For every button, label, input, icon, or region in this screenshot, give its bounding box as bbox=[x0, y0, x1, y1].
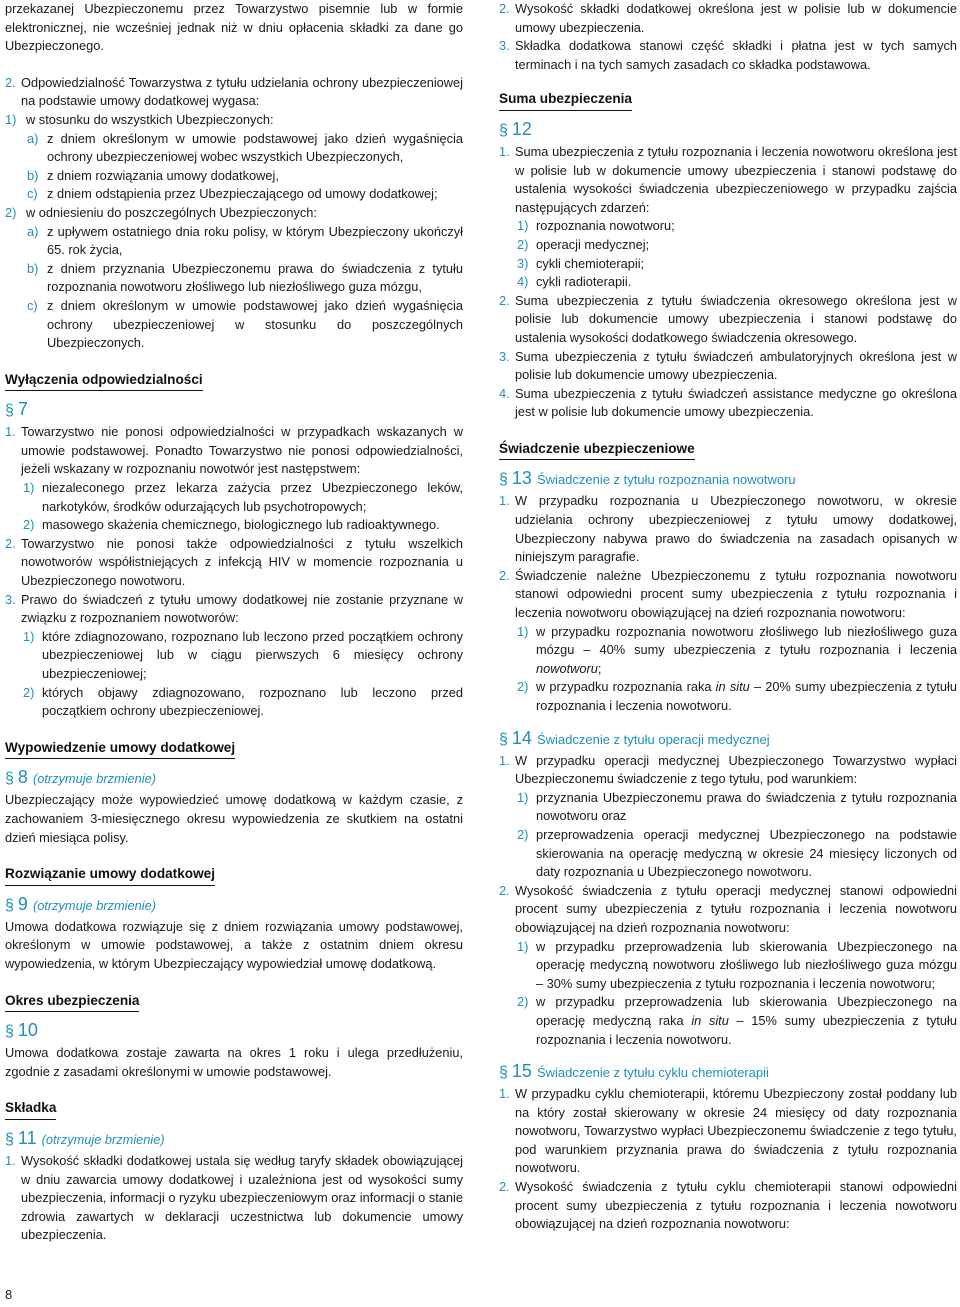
clause-2-2-a bbox=[5, 223, 463, 260]
clause-13-2-1 bbox=[499, 623, 957, 679]
paragraph-number: 9 bbox=[17, 893, 28, 914]
clause-text: Świadczenie należne Ubezpieczonemu z tytułu rozpoznania nowotworu stanowi odpowiedni procent sumy ubezpieczenia z tytułu rozpoznania i leczenia nowotworu obowiązującej na dzień rozpoznania nowotworu: bbox=[515, 567, 957, 621]
item-letter: a) bbox=[27, 130, 39, 146]
clause-number: 3. bbox=[499, 348, 510, 364]
clause-12-1 bbox=[499, 143, 957, 217]
clause-text: Suma ubezpieczenia z tytułu świadczenia okresowego określona jest w polisie lub dokumencie umowy ubezpieczenia i stanowi podstawę do ustalenia wysokości dodatkowego świadczenia okresowego. bbox=[515, 292, 957, 345]
clause-13-2 bbox=[499, 567, 957, 623]
clause-14-1 bbox=[499, 752, 957, 789]
item-text: przyznania Ubezpieczonemu prawa do świadczenia z tytułu rozpoznania nowotworu oraz bbox=[536, 789, 957, 824]
section-sign: § bbox=[5, 770, 14, 788]
paragraph-mark-9 bbox=[5, 892, 463, 918]
paragraph-mark-15 bbox=[499, 1059, 957, 1085]
intro-paragraph: przekazanej Ubezpieczonemu przez Towarzystwo pisemnie lub w formie elektronicznej, nie wcześniej jednak niż w dniu opłacenia składki za dane go Ubezpieczonego. bbox=[5, 1, 463, 54]
clause-number: 3. bbox=[499, 38, 510, 54]
clause-12-1-1 bbox=[499, 217, 957, 236]
clause-2-2-b bbox=[5, 260, 463, 297]
clause-15-1 bbox=[499, 1085, 957, 1178]
paragraph-title: Świadczenie z tytułu cyklu chemioterapii bbox=[536, 1065, 769, 1081]
item-number: 2) bbox=[517, 826, 529, 842]
item-number: 2) bbox=[23, 517, 35, 533]
clause-text: Wysokość świadczenia z tytułu cyklu chemioterapii stanowi odpowiedni procent sumy ubezpieczenia z tytułu rozpoznania i leczenia nowotworu obowiązującej na dzień rozpoznania nowotworu: bbox=[515, 1179, 957, 1232]
clause-text: Wysokość składki dodatkowej ustala się według taryfy składek obowiązującej w dniu zawarcia umowy dodatkowej i uzależniona jest od wysokości sumy ubezpieczenia, informacji o ryzyku ubezpieczeniowym oraz informacji o stanie zdrowia zawartych w deklaracji uczestnictwa lub dokumencie umowy ubezpieczenia. bbox=[21, 1152, 463, 1243]
paragraph-9-text: Umowa dodatkowa rozwiązuje się z dniem rozwiązania umowy podstawowej, określonym w umowie podstawowej, a także z ostatnim dniem okresu wypowiedzenia, w którym Ubezpieczający wypowiedział umowę dodatkową. bbox=[5, 918, 463, 971]
clause-7-1-2 bbox=[5, 516, 463, 535]
item-text: masowego skażenia chemicznego, biologicznego lub radioaktywnego. bbox=[42, 517, 440, 533]
clause-number: 3. bbox=[5, 591, 16, 607]
clause-number: 4. bbox=[499, 385, 510, 401]
clause-7-1 bbox=[5, 423, 463, 479]
item-text-end: – 15% sumy ubezpieczenia z tytułu rozpoznania i leczenia nowotworu. bbox=[536, 1012, 957, 1047]
item-letter: a) bbox=[27, 223, 39, 239]
section-sign: § bbox=[5, 402, 14, 420]
item-text: które zdiagnozowano, rozpoznano lub leczono przed początkiem ochrony ubezpieczeniowej lub w ciągu pierwszych 6 miesięcy ochrony ubezpieczeniowej; bbox=[42, 628, 463, 681]
paragraph-number: 10 bbox=[17, 1020, 38, 1041]
clause-14-2-1 bbox=[499, 938, 957, 994]
item-number: 2) bbox=[5, 204, 17, 220]
clause-number: 2. bbox=[499, 882, 510, 898]
paragraph-number: 15 bbox=[511, 1061, 532, 1082]
clause-text: Wysokość składki dodatkowej określona jest w polisie lub w dokumencie umowy ubezpieczenia. bbox=[515, 1, 957, 35]
item-text: z dniem odstąpienia przez Ubezpieczającego od umowy dodatkowej; bbox=[47, 186, 438, 202]
clause-12-3 bbox=[499, 348, 957, 385]
section-sign: § bbox=[5, 896, 14, 914]
section-heading: Składka bbox=[5, 1099, 56, 1120]
clause-number: 2. bbox=[499, 1179, 510, 1195]
clause-14-1-2 bbox=[499, 826, 957, 882]
item-text: z dniem określonym w umowie podstawowej jako dzień wygaśnięcia ochrony ubezpieczeniowej w stosunku do poszczególnych Ubezpieczonych. bbox=[47, 297, 463, 351]
clause-2-1-c bbox=[5, 185, 463, 204]
item-text-italic: in situ bbox=[691, 1012, 729, 1028]
item-text-end: ; bbox=[597, 660, 602, 676]
item-number: 1) bbox=[517, 623, 529, 639]
clause-text: Suma ubezpieczenia z tytułu rozpoznania i leczenia nowotworu określona jest w polisie lub w dokumencie umowy ubezpieczenia i stanowi podstawę do ustalenia wysokości świadczenia ubezpieczeniowego w przypadku zajścia następujących zdarzeń: bbox=[515, 143, 957, 215]
clause-number: 2. bbox=[499, 567, 510, 583]
item-letter: c) bbox=[27, 186, 38, 202]
item-number: 1) bbox=[517, 789, 529, 805]
item-text: z dniem rozwiązania umowy dodatkowej, bbox=[47, 167, 279, 183]
item-text: cykli radioterapii. bbox=[536, 274, 632, 290]
clause-text: Suma ubezpieczenia z tytułu świadczeń assistance medyczne go określona jest w polisie lub dokumencie umowy ubezpieczenia. bbox=[515, 385, 957, 420]
clause-number: 1. bbox=[499, 143, 510, 159]
item-text: cykli chemioterapii; bbox=[536, 255, 645, 271]
item-text: w przypadku rozpoznania raka bbox=[536, 679, 716, 695]
paragraph-title: Świadczenie z tytułu operacji medycznej bbox=[536, 731, 770, 747]
paragraph-number: 13 bbox=[511, 468, 532, 489]
paragraph-mark-14 bbox=[499, 726, 957, 752]
clause-7-1-1 bbox=[5, 479, 463, 516]
section-heading: Suma ubezpieczenia bbox=[499, 90, 632, 111]
clause-11-3 bbox=[499, 37, 957, 74]
clause-12-1-4 bbox=[499, 273, 957, 292]
item-text: przeprowadzenia operacji medycznej Ubezpieczonego na podstawie skierowania na operację medyczną w okresie 24 miesięcy liczonych od daty rozpoznania u Ubezpieczonego nowotworu. bbox=[536, 826, 957, 880]
item-letter: b) bbox=[27, 260, 39, 276]
section-sign: § bbox=[499, 471, 508, 489]
item-number: 2) bbox=[517, 236, 529, 252]
clause-15-2 bbox=[499, 1178, 957, 1234]
paragraph-10-text: Umowa dodatkowa zostaje zawarta na okres 1 roku i ulega przedłużeniu, zgodnie z zasadami określonymi w umowie podstawowej. bbox=[5, 1045, 463, 1079]
item-number: 3) bbox=[517, 255, 529, 271]
item-text-italic: nowotworu bbox=[536, 660, 598, 676]
paragraph-number: 8 bbox=[17, 767, 28, 788]
item-text: których objawy zdiagnozowano, rozpoznano lub leczono przed początkiem ochrony ubezpieczeniowej. bbox=[42, 684, 463, 719]
clause-7-2 bbox=[5, 535, 463, 591]
item-number: 2) bbox=[517, 679, 529, 695]
clause-11-2 bbox=[499, 0, 957, 37]
section-heading: Wyłączenia odpowiedzialności bbox=[5, 371, 203, 392]
amendment-note: (otrzymuje brzmienie) bbox=[32, 897, 156, 913]
item-text-end: – 20% sumy ubezpieczenia z tytułu rozpoznania i leczenia nowotworu. bbox=[536, 679, 957, 713]
paragraph-number: 12 bbox=[511, 118, 532, 139]
item-number: 1) bbox=[23, 628, 35, 644]
item-letter: b) bbox=[27, 167, 39, 183]
clause-number: 2. bbox=[5, 535, 16, 551]
clause-2 bbox=[5, 74, 463, 111]
clause-text: Towarzystwo nie ponosi także odpowiedzialności z tytułu wszelkich nowotworów współistniejących z infekcją HIV w momencie rozpoznania u Ubezpieczonego nowotworu. bbox=[21, 535, 463, 589]
clause-2-1-a bbox=[5, 130, 463, 167]
paragraph-number: 11 bbox=[17, 1127, 37, 1148]
clause-14-1-1 bbox=[499, 789, 957, 826]
section-sign: § bbox=[499, 1064, 508, 1082]
clause-7-3-2 bbox=[5, 684, 463, 721]
clause-2-2-c bbox=[5, 297, 463, 353]
left-column bbox=[5, 0, 463, 1245]
item-text: z dniem określonym w umowie podstawowej jako dzień wygaśnięcia ochrony ubezpieczeniowej wobec wszystkich Ubezpieczonych, bbox=[47, 130, 463, 165]
section-sign: § bbox=[5, 1023, 14, 1041]
clause-14-2 bbox=[499, 882, 957, 938]
item-text-italic: in situ bbox=[715, 679, 750, 695]
amendment-note: (otrzymuje brzmienie) bbox=[41, 1131, 165, 1147]
item-number: 2) bbox=[23, 684, 35, 700]
clause-number: 1. bbox=[5, 1152, 16, 1168]
paragraph-mark-7 bbox=[5, 397, 463, 423]
clause-7-3 bbox=[5, 591, 463, 628]
clause-number: 2. bbox=[5, 74, 16, 90]
clause-number: 2. bbox=[499, 292, 510, 308]
clause-11-1 bbox=[5, 1152, 463, 1245]
item-text: w odniesieniu do poszczególnych Ubezpieczonych: bbox=[26, 204, 317, 220]
section-heading: Rozwiązanie umowy dodatkowej bbox=[5, 865, 215, 886]
item-text: rozpoznania nowotworu; bbox=[536, 218, 675, 234]
clause-text: Prawo do świadczeń z tytułu umowy dodatkowej nie zostanie przyznane w związku z rozpoznaniem nowotworów: bbox=[21, 591, 463, 626]
item-number: 1) bbox=[23, 480, 35, 496]
item-text: w przypadku przeprowadzenia lub skierowania Ubezpieczonego na operację medyczną nowotworu złośliwego lub niezłośliwego guza mózgu – 30% sumy ubezpieczenia z tytułu rozpoznania i leczenia nowotworu; bbox=[536, 938, 957, 991]
section-heading: Wypowiedzenie umowy dodatkowej bbox=[5, 739, 235, 760]
item-number: 1) bbox=[5, 111, 17, 127]
item-letter: c) bbox=[27, 297, 38, 313]
item-number: 1) bbox=[517, 938, 529, 954]
clause-2-1 bbox=[5, 111, 463, 130]
clause-12-4 bbox=[499, 385, 957, 422]
amendment-note: (otrzymuje brzmienie) bbox=[32, 771, 156, 787]
clause-text: W przypadku rozpoznania u Ubezpieczonego nowotworu, w okresie udzielania ochrony ubezpieczeniowej z tytułu umowy dodatkowej, Ubezpieczony nabywa prawo do świadczenia na zasadach opisanych w niniejszym paragrafie. bbox=[515, 493, 957, 565]
item-number: 4) bbox=[517, 274, 529, 290]
page-number: 8 bbox=[5, 1287, 13, 1302]
item-number: 1) bbox=[517, 218, 529, 234]
section-sign: § bbox=[499, 730, 508, 748]
right-column bbox=[499, 0, 957, 1234]
clause-12-1-2 bbox=[499, 236, 957, 255]
clause-text: Odpowiedzialność Towarzystwa z tytułu udzielania ochrony ubezpieczeniowej na podstawie umowy dodatkowej wygasa: bbox=[21, 74, 463, 109]
item-text: z dniem przyznania Ubezpieczonemu prawa do świadczenia z tytułu rozpoznania nowotworu złośliwego lub niezłośliwego guza mózgu, bbox=[47, 260, 463, 295]
clause-text: Składka dodatkowa stanowi część składki i płatna jest w tych samych terminach i na tych samych zasadach co składka podstawowa. bbox=[515, 38, 957, 72]
paragraph-mark-12 bbox=[499, 117, 957, 143]
clause-number: 1. bbox=[499, 493, 510, 509]
clause-12-2 bbox=[499, 292, 957, 348]
clause-number: 2. bbox=[499, 1, 510, 16]
clause-7-3-1 bbox=[5, 628, 463, 684]
item-text: z upływem ostatniego dnia roku polisy, w którym Ubezpieczony ukończył 65. rok życia, bbox=[47, 223, 463, 258]
section-sign: § bbox=[499, 121, 508, 139]
item-number: 2) bbox=[517, 994, 529, 1010]
paragraph-mark-10 bbox=[5, 1018, 463, 1044]
section-heading: Świadczenie ubezpieczeniowe bbox=[499, 440, 695, 461]
clause-14-2-2 bbox=[499, 993, 957, 1049]
clause-12-1-3 bbox=[499, 255, 957, 274]
clause-text: Suma ubezpieczenia z tytułu świadczeń ambulatoryjnych określona jest w polisie lub dokumencie umowy ubezpieczenia. bbox=[515, 348, 957, 383]
item-text: operacji medycznej; bbox=[536, 236, 650, 252]
clause-text: Towarzystwo nie ponosi odpowiedzialności w przypadkach wskazanych w umowie podstawowej. Ponadto Towarzystwo nie ponosi odpowiedzialności, jeżeli wskazany w rozpoznaniu nowotwór jest następstwem: bbox=[21, 424, 463, 477]
paragraph-mark-11 bbox=[5, 1126, 463, 1152]
clause-13-2-2 bbox=[499, 678, 957, 715]
item-text: w stosunku do wszystkich Ubezpieczonych: bbox=[26, 111, 274, 127]
clause-13-1 bbox=[499, 492, 957, 566]
section-sign: § bbox=[5, 1130, 14, 1148]
clause-text: Wysokość świadczenia z tytułu operacji medycznej stanowi odpowiedni procent sumy ubezpieczenia z tytułu rozpoznania i leczenia nowotworu obowiązującej na dzień rozpoznania nowotworu: bbox=[515, 882, 957, 935]
item-text: w przypadku przeprowadzenia lub skierowania Ubezpieczonego na operację medyczną raka bbox=[536, 994, 957, 1028]
paragraph-number: 7 bbox=[17, 399, 28, 420]
clause-2-1-b bbox=[5, 167, 463, 186]
clause-number: 1. bbox=[5, 424, 16, 440]
clause-text: W przypadku operacji medycznej Ubezpieczonego Towarzystwo wypłaci Ubezpieczonemu świadczenie z tego tytułu, pod warunkiem: bbox=[515, 752, 957, 787]
clause-2-2 bbox=[5, 204, 463, 223]
paragraph-mark-13 bbox=[499, 466, 957, 492]
paragraph-8-text: Ubezpieczający może wypowiedzieć umowę dodatkową w każdym czasie, z zachowaniem 3-miesięcznego okresu wypowiedzenia ze skutkiem na ostatni dzień miesiąca polisy. bbox=[5, 792, 463, 845]
clause-number: 1. bbox=[499, 1086, 510, 1102]
clause-text: W przypadku cyklu chemioterapii, któremu Ubezpieczony został poddany lub na który został skierowany w okresie 24 miesięcy od daty rozpoznania nowotworu, Towarzystwo wypłaci Ubezpieczonemu świadczenie z tego tytułu, pod warunkiem przyznania prawa do świadczenia z tytułu rozpoznania nowotworu. bbox=[515, 1086, 957, 1176]
paragraph-mark-8 bbox=[5, 765, 463, 791]
item-text: w przypadku rozpoznania nowotworu złośliwego lub niezłośliwego guza mózgu – 40% sumy ubezpieczenia z tytułu rozpoznania i leczenia bbox=[536, 623, 957, 658]
section-heading: Okres ubezpieczenia bbox=[5, 992, 139, 1013]
paragraph-title: Świadczenie z tytułu rozpoznania nowotworu bbox=[536, 472, 796, 488]
paragraph-number: 14 bbox=[511, 727, 532, 748]
clause-number: 1. bbox=[499, 752, 510, 768]
item-text: niezaleconego przez lekarza zażycia przez Ubezpieczonego leków, narkotyków, środków odurzających lub psychotropowych; bbox=[42, 480, 463, 514]
